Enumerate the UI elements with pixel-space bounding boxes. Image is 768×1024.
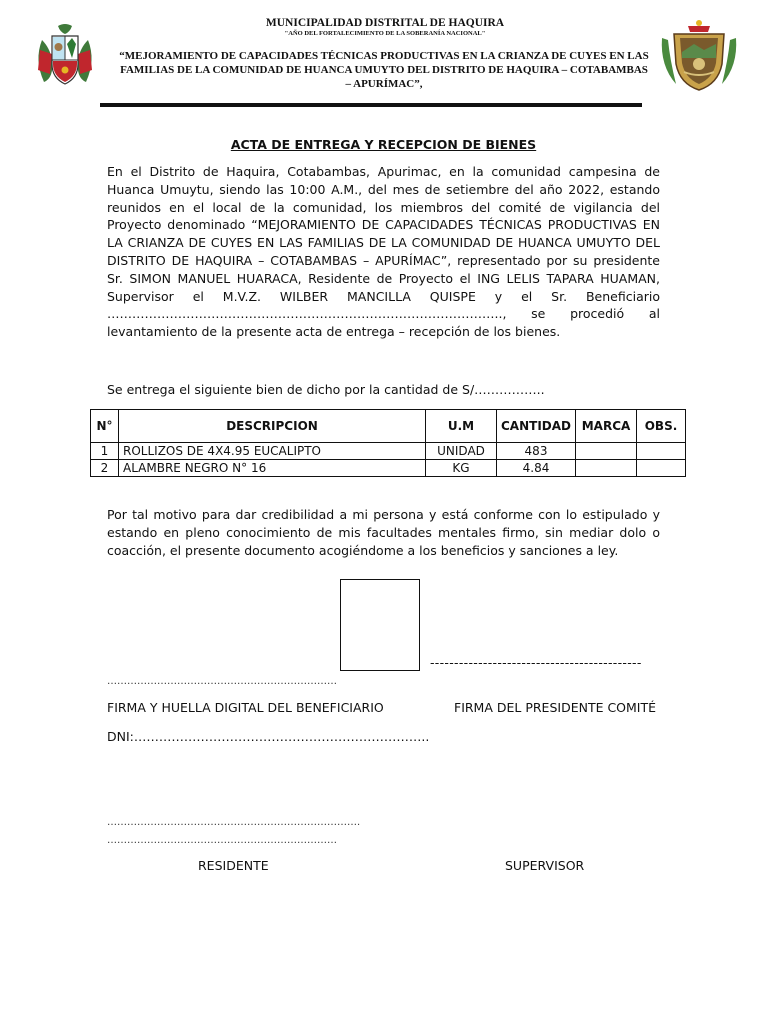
institution-name: MUNICIPALIDAD DISTRITAL DE HAQUIRA <box>265 17 505 29</box>
row-quantity: 4.84 <box>497 460 576 477</box>
row-unit: UNIDAD <box>426 443 497 460</box>
col-unit-header: U.M <box>426 410 497 443</box>
row-obs <box>637 443 686 460</box>
row-obs <box>637 460 686 477</box>
col-number-header: N° <box>91 410 119 443</box>
col-obs-header: OBS. <box>637 410 686 443</box>
beneficiary-signature-label: FIRMA Y HUELLA DIGITAL DEL BENEFICIARIO <box>107 700 384 715</box>
delivery-line: Se entrega el siguiente bien de dicho por la cantidad de S/…………….. <box>107 382 545 397</box>
row-brand <box>576 443 637 460</box>
col-description-header: DESCRIPCION <box>119 410 426 443</box>
goods-table <box>90 409 686 477</box>
president-signature-line: -------------------------------------------- <box>430 655 642 670</box>
supervisor-label: SUPERVISOR <box>505 858 585 873</box>
row-quantity: 483 <box>497 443 576 460</box>
project-line-1: “MEJORAMIENTO DE CAPACIDADES TÉCNICAS PRODUCTIVAS EN LA CRIANZA DE CUYES EN LAS <box>119 50 649 62</box>
peru-coat-of-arms-icon <box>30 20 100 90</box>
project-line-3: – APURÍMAC”, <box>345 78 423 90</box>
fingerprint-box <box>340 579 420 671</box>
intro-paragraph: En el Distrito de Haquira, Cotabambas, Apurimac, en la comunidad campesina de Huanca Umuytu, siendo las 10:00 A.M., del mes de setiembre del año 2022, estando reunidos en el local de la comunidad, los miembros del comité de vigilancia del Proyecto denominado “MEJORAMIENTO DE CAPACIDADES TÉCNICAS PRODUCTIVAS EN LA CRIANZA DE CUYES EN LAS FAMILIAS DE LA COMUNIDAD DE HUANCA UMUYTO DEL DISTRITO DE HAQUIRA – COTABAMBAS – APURÍMAC”, representado por su presidente Sr. SIMON MANUEL HUARACA, Residente de Proyecto el ING LELIS TAPARA HUAMAN, Supervisor el M.V.Z. WILBER MANCILLA QUISPE y el Sr. Beneficiario ………………………………………………………………………………….., se procedió al levantamiento de la presente acta de entrega – recepción de los bienes. <box>107 164 660 340</box>
row-unit: KG <box>426 460 497 477</box>
beneficiary-signature-line: …………………………………………………………… <box>107 676 337 687</box>
col-quantity-header: CANTIDAD <box>497 410 576 443</box>
project-line-2: FAMILIAS DE LA COMUNIDAD DE HUANCA UMUYTO DEL DISTRITO DE HAQUIRA – COTABAMBAS <box>120 64 648 76</box>
document-title: ACTA DE ENTREGA Y RECEPCION DE BIENES <box>230 137 537 152</box>
resident-signature-line: …………………………………………………………………. <box>107 817 361 828</box>
municipal-shield-icon <box>658 18 740 94</box>
closing-paragraph: Por tal motivo para dar credibilidad a mi persona y está conforme con lo estipulado y estando en pleno conocimiento de mis facultades mentales firmo, sin mediar dolo o coacción, el presente documento acogiéndome a los beneficios y sanciones a ley. <box>107 507 660 558</box>
dni-field: DNI:…………………………………………………………….. <box>107 729 430 744</box>
row-description: ALAMBRE NEGRO N° 16 <box>119 460 426 477</box>
supervisor-signature-line: …………………………………………………………… <box>107 835 337 846</box>
resident-label: RESIDENTE <box>198 858 269 873</box>
president-signature-label: FIRMA DEL PRESIDENTE COMITÉ <box>454 700 657 715</box>
row-number: 1 <box>91 443 119 460</box>
col-brand-header: MARCA <box>576 410 637 443</box>
row-description: ROLLIZOS DE 4X4.95 EUCALIPTO <box>119 443 426 460</box>
table-header-row <box>91 410 686 443</box>
project-name-header <box>108 49 660 91</box>
row-number: 2 <box>91 460 119 477</box>
table-row <box>91 443 686 460</box>
row-brand <box>576 460 637 477</box>
header-divider <box>100 103 642 107</box>
year-motto: "AÑO DEL FORTALECIMIENTO DE LA SOBERANÍA NACIONAL" <box>284 30 486 37</box>
table-row <box>91 460 686 477</box>
